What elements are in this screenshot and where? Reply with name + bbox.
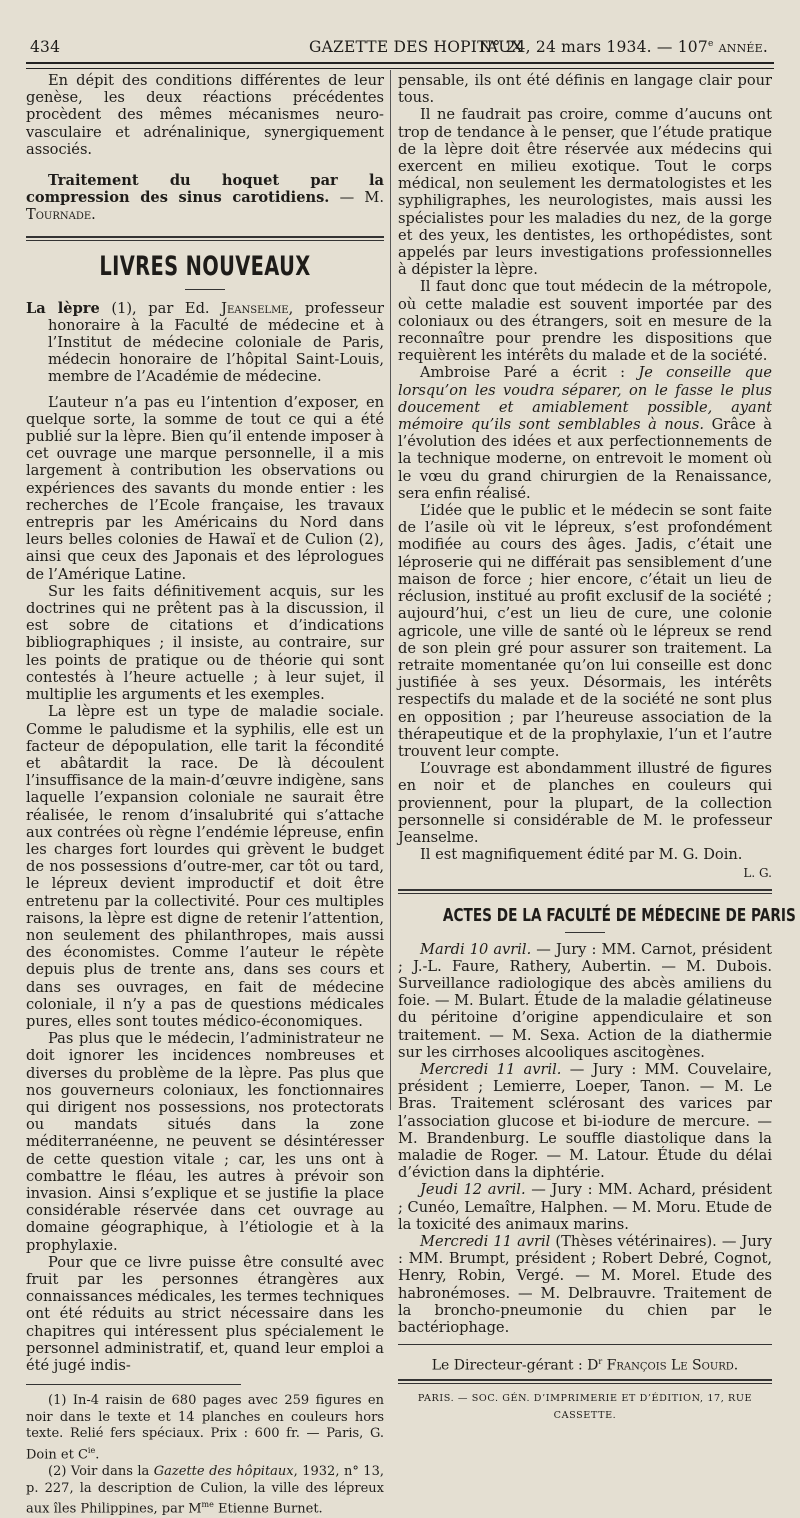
right-paragraph-5: L’ouvrage est abondamment illustré de figures en noir et de planches en couleurs qui proviennent, pour la plupart, de la collection personnelle si considérable de M. le professeur Jeanselme. [398,760,772,846]
acts-entry: Mercredi 11 avril. — Jury : MM. Couvelaire, président ; Lemierre, Loeper, Tanon. — M. Le Bras. Traitement sclérosant des varices par l’association glucose et bi-iodure de mercure. — M. Brandenburg. Le souffle diastolique dans la maladie de Roger. — M. Latour. Étude du délai d’éviction dans la diphtérie. [398,1060,772,1182]
acts-entry: Mercredi 11 avril (Thèses vétérinaires). — Jury : MM. Brumpt, président ; Robert Debré, Cognot, Henry, Robin, Vergé. — M. Morel. Etude des habronémoses. — M. Delbrauvre. Traitement de la broncho-pneumonie du chien par le bactériophage. [398,1233,772,1337]
right-paragraph-2: Il faut donc que tout médecin de la métropole, où cette maladie est souvent importée par des coloniaux ou des étrangers, soit en mesure de la reconnaître pour prendre les dispositions que requièrent les intérêts du malade et de la société. [398,278,772,365]
book-paragraph-3: La lèpre est un type de maladie sociale. Comme le paludisme et la syphilis, elle est un facteur de dépopulation, elle tarit la fécondité et abâtardit la race. De là découlent l’insuffisance de la main-d’œuvre indigène, sans laquelle l’expansion coloniale ne saurait être réalisée, le renom d’insalubrité qui s’attache aux contrées où règne l’endémie lépreuse, enfin les charges fort lourdes qui grèvent le budget de nos possessions d’outre-mer, car tôt ou tard, le lépreux devient improductif et doit être entretenu par la collectivité. Pour ces multiples raisons, la lèpre est digne de retenir l’attention, non seulement des philanthropes, mais aussi des économistes. Comme l’auteur le répète depuis plus de trente ans, dans ses cours et dans ses ouvrages, en fait de médecine coloniale, il n’y a pas de questions médicales pures, elles sont toutes médico-économiques. [26,703,384,1030]
issue-date: N° 24, 24 mars 1934. — 107e année. [478,38,768,56]
book-paragraph-2: Sur les faits définitivement acquis, sur les doctrines qui ne prêtent pas à la discussion, il est sobre de citations et d’indications bibliographiques ; il insiste, au contraire, sur les points de pratique ou de théorie qui sont contestés à l’heure actuelle ; à leur sujet, il multiplie les arguments et les exemples. [26,582,384,704]
acts-entry: Jeudi 12 avril. — Jury : MM. Achard, président ; Cunéo, Lemaître, Halphen. — M. Moru. Etude de la toxicité des animaux marins. [398,1181,773,1233]
right-paragraph-6: Il est magnifiquement édité par M. G. Doin. [420,846,743,864]
title-dash [185,289,225,290]
footnote-2: (2) Voir dans la Gazette des hôpitaux, 1932, n° 13, p. 227, la description de Culion, la ville des lépreux aux îles Philippines, par $M^{me}$ Etienne Burnet. [26,1463,384,1517]
hoquet-entry: Traitement du hoquet par la compression des sinus carotidiens. — M. Tournade. [26,172,384,224]
book-paragraph-1: L’auteur n’a pas eu l’intention d’exposer, en quelque sorte, la somme de tout ce qui a été publié sur la lèpre. Bien qu’il entende imposer à cet ouvrage une marque personnelle, il a mis largement à contribution les observations ou expériences des savants du monde entier : les recherches de l’Ecole française, les travaux entrepris par les Américains du Nord dans leurs belles colonies de Hawaï et de Culion (2), ainsi que ceux des Japonais et des léprologues de l’Amérique Latine. [26,393,384,583]
acts-entry: Mardi 10 avril. — Jury : MM. Carnot, président ; J.-L. Faure, Rathery, Aubertin. — M. Dubois. Surveillance radiologique des abcès amiliens du foie. — M. Bulart. Étude de la maladie gélatineuse du péritoine d’origine appendiculaire et son traitement. — M. Sexa. Action de la diathermie sur les cirrhoses alcooliques ascitogènes. [398,940,773,1061]
column-separator [390,70,391,1110]
review-signature: L. G. [743,866,772,881]
running-head [24,38,776,62]
right-paragraph-1: Il ne faudrait pas croire, comme d’aucuns ont trop de tendance à le penser, que l’étude pratique de la lèpre doit être réservée aux médecins qui exercent en milieu exotique. Tout le corps médical, non seulement les dermatologistes et les syphiligraphes, les neurologistes, mais aussi les spécialistes pour les maladies du nez, de la gorge et des yeux, les dentistes, les orthopédistes, sont appelés par leurs investigations professionnelles à dépister la lèpre. [398,106,772,279]
section-rule [26,236,384,241]
footnote-rule [26,1384,241,1385]
director-line: Le Directeur-gérant : $D^r$ François Le Sourd. [431,1357,739,1374]
printer-rule [398,1379,772,1384]
acts-rule [398,889,772,894]
acts-dash [565,932,605,933]
continuation-paragraph: pensable, ils ont été définis en langage clair pour tous. [398,72,772,107]
intro-paragraph: En dépit des conditions différentes de leur genèse, les deux réactions précédentes procèdent des mêmes mécanismes neuro-vasculaire et adrénalinique, synergiquement associés. [26,72,384,158]
page-number: 434 [30,38,61,56]
acts-title: ACTES DE LA FACULTÉ DE MÉDECINE DE PARIS [442,904,796,926]
left-column [26,72,384,1518]
printer-line: PARIS. — SOC. GÉN. D’IMPRIMERIE ET D’ÉDITION, 17, RUE CASSETTE. [417,1393,753,1422]
header-rule [26,62,774,69]
footnote-1: (1) In-4 raisin de 680 pages avec 259 figures en noir dans le texte et 14 planches en couleurs hors texte. Relié fers spéciaux. Prix : 600 fr. — Paris, G. Doin et $C^{ie}$. [26,1393,384,1463]
book-paragraph-4: Pas plus que le médecin, l’administrateur ne doit ignorer les incidences nombreuses et diverses du problème de la lèpre. Pas plus que nos gouverneurs coloniaux, les fonctionnaires qui dirigent nos possessions, nos protectorats ou mandats situés dans la zone méditerranéenne, ne peuvent se désintéresser de cette question vitale ; car, les uns ont à combattre le fléau, les autres à prévoir son invasion. Ainsi s’explique et se justifie la place considérable réservée dans cet ouvrage au domaine géographique, à l’étiologie et à la prophylaxie. [26,1030,384,1254]
right-paragraph-3: Ambroise Paré a écrit : Je conseille que lorsqu’on les voudra séparer, on le fasse le plus doucement et amiablement possible, ayant mémoire qu’ils sont semblables à nous. Grâce à l’évolution des idées et aux perfectionnements de la technique moderne, on entrevoit le moment où le vœu du grand chirurgien de la Renaissance, sera enfin réalisé. [398,364,772,502]
book-reference: La lèpre (1), par Ed. Jeanselme, professeur honoraire à la Faculté de médecine et à l’Institut de médecine coloniale de Paris, médecin honoraire de l’hôpital Saint-Louis, membre de l’Académie de médecine. [26,299,384,386]
journal-title: GAZETTE DES HOPITAUX [309,38,523,56]
section-title-livres-nouveaux: LIVRES NOUVEAUX [99,250,311,282]
director-rule [398,1344,772,1345]
right-paragraph-4: L’idée que le public et le médecin se sont faite de l’asile où vit le lépreux, s’est profondément modifiée au cours des âges. Jadis, c’était une léproserie qui ne différait pas sensiblement d’une maison de force ; hier encore, c’était un lieu de réclusion, institué au profit exclusif de la société ; aujourd’hui, c’est un lieu de cure, une colonie agricole, une ville de santé où le lépreux se rend de son plein gré pour assurer son traitement. La retraite momentanée qu’on lui conseille est donc justifiée à ses yeux. Désormais, les intérêts respectifs du malade et de la société ne sont plus en opposition ; par l’heureuse association de la thérapeutique et de la prophylaxie, l’un et l’autre trouvent leur compte. [398,502,772,760]
right-column [398,72,796,1424]
book-paragraph-5: Pour que ce livre puisse être consulté avec fruit par les personnes étrangères aux connaissances médicales, les termes techniques ont été réduits au strict nécessaire dans les chapitres qui intéressent plus spécialement le personnel administratif, et, quand leur emploi a été jugé indis- [26,1253,384,1375]
